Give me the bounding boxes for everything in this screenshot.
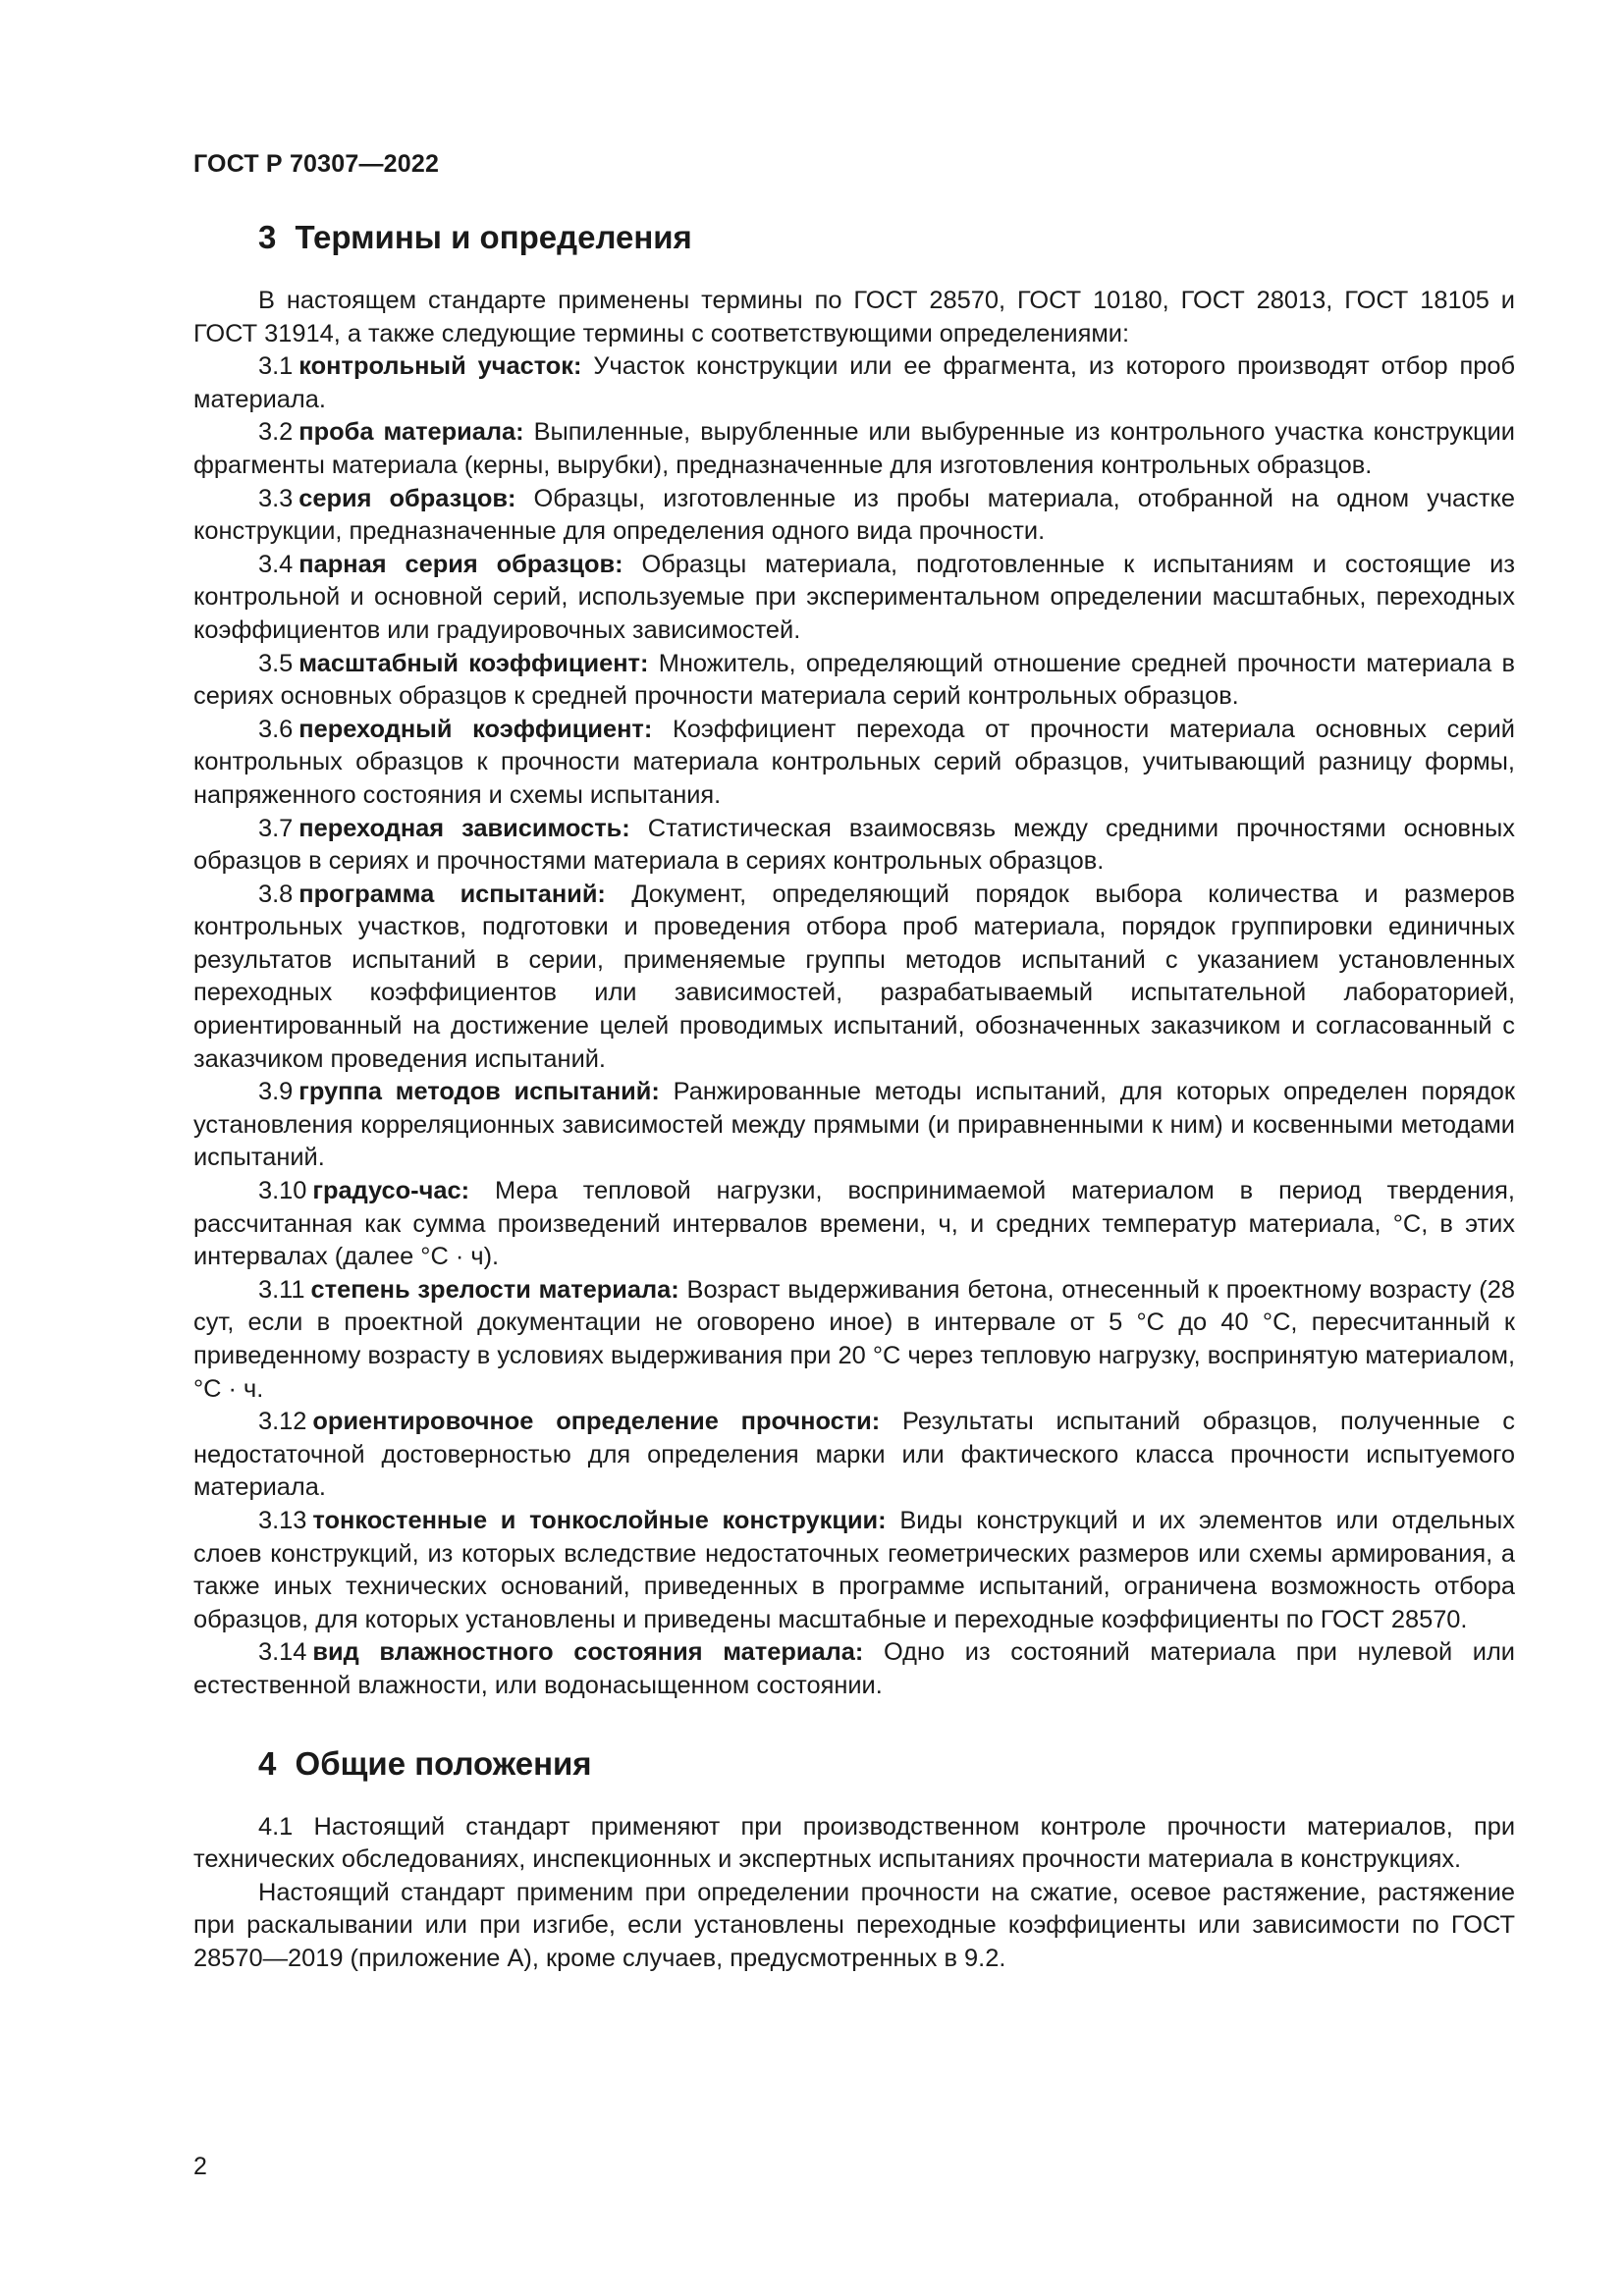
term-3-2: 3.2 проба материала: Выпиленные, вырубленные или выбуренные из контрольного участка конструкции фрагменты материала (керны, вырубки), предназначенные для изготовления контрольных образцов.: [193, 418, 1515, 479]
term-3-5: 3.5 масштабный коэффициент: Множитель, определяющий отношение средней прочности материала в сериях основных образцов к средней прочности материала серий контрольных образцов.: [193, 649, 1515, 711]
document-code-header: ГОСТ Р 70307—2022: [193, 150, 440, 178]
term-3-11: 3.11 степень зрелости материала: Возраст выдерживания бетона, отнесенный к проектному возрасту (28 сут, если в проектной документации не оговорено иное) в интервале от 5 °С до 40 °С, пересчитанный к приведенному возрасту в условиях выдерживания при 20 °С через тепловую нагрузку, воспринятую материалом, °С · ч.: [193, 1275, 1515, 1403]
section-4-paragraph-2: Настоящий стандарт применим при определении прочности на сжатие, осевое растяжение, растяжение при раскалывании или при изгибе, если установлены переходные коэффициенты или зависимости по ГОСТ 28570—2019 (приложение А), кроме случаев, предусмотренных в 9.2.: [193, 1878, 1515, 1972]
section-4-number: 4: [258, 1744, 277, 1782]
document-body: [193, 216, 1515, 1976]
section-4-paragraph-1: 4.1 Настоящий стандарт применяют при производственном контроле прочности материалов, при технических обследованиях, инспекционных и экспертных испытаниях прочности материала в конструкциях.: [193, 1812, 1515, 1874]
term-3-8: 3.8 программа испытаний: Документ, определяющий порядок выбора количества и размеров контрольных участков, подготовки и проведения отбора проб материала, порядок группировки единичных результатов испытаний в серии, применяемые группы методов испытаний с указанием установленных переходных коэффициентов или зависимостей, разрабатываемый испытательной лабораторией, ориентированный на достижение целей проводимых испытаний, обозначенных заказчиком и согласованный с заказчиком проведения испытаний.: [193, 880, 1515, 1073]
term-3-7: 3.7 переходная зависимость: Статистическая взаимосвязь между средними прочностями основных образцов в сериях и прочностями материала в сериях контрольных образцов.: [193, 814, 1515, 876]
term-3-13: 3.13 тонкостенные и тонкослойные конструкции: Виды конструкций и их элементов или отдельных слоев конструкций, из которых вследствие недостаточных геометрических размеров или схемы армирования, а также иных технических оснований, приведенных в программе испытаний, ограничена возможность отбора образцов, для которых установлены и приведены масштабные и переходные коэффициенты по ГОСТ 28570.: [193, 1506, 1515, 1633]
term-3-10: 3.10 градусо-час: Мера тепловой нагрузки, воспринимаемой материалом в период твердения, рассчитанная как сумма произведений интервалов времени, ч, и средних температур материала, °С, в этих интервалах (далее °С · ч).: [193, 1177, 1515, 1271]
section-4-heading: [258, 1742, 1515, 1786]
section-3-intro: В настоящем стандарте применены термины по ГОСТ 28570, ГОСТ 10180, ГОСТ 28013, ГОСТ 18105 и ГОСТ 31914, а также следующие термины с соответствующими определениями:: [193, 287, 1515, 347]
term-3-3: 3.3 серия образцов: Образцы, изготовленные из пробы материала, отобранной на одном участке конструкции, предназначенные для определения одного вида прочности.: [193, 484, 1516, 546]
term-3-4: 3.4 парная серия образцов: Образцы материала, подготовленные к испытаниям и состоящие из контрольной и основной серий, используемые при экспериментальном определении масштабных, переходных коэффициентов или градуировочных зависимостей.: [193, 550, 1515, 644]
section-3-heading: [258, 216, 1515, 259]
section-3-title: Термины и определения: [295, 219, 692, 255]
term-3-14: 3.14 вид влажностного состояния материала: Одно из состояний материала при нулевой или естественной влажности, или водонасыщенном состоянии.: [193, 1638, 1515, 1699]
term-3-1: 3.1 контрольный участок: Участок конструкции или ее фрагмента, из которого производят отбор проб материала.: [193, 352, 1515, 413]
section-3-number: 3: [258, 219, 277, 255]
term-3-6: 3.6 переходный коэффициент: Коэффициент перехода от прочности материала основных серий контрольных образцов к прочности материала контрольных серий образцов, учитывающий разницу формы, напряженного состояния и схемы испытания.: [193, 715, 1515, 809]
section-4-title: Общие положения: [295, 1744, 592, 1782]
page-number: 2: [193, 2153, 207, 2180]
term-3-12: 3.12 ориентировочное определение прочности: Результаты испытаний образцов, полученные с недостаточной достоверностью для определения марки или фактического класса прочности испытуемого материала.: [193, 1408, 1515, 1502]
term-3-9: 3.9 группа методов испытаний: Ранжированные методы испытаний, для которых определен порядок установления корреляционных зависимостей между прямыми (и приравненными к ним) и косвенными методами испытаний.: [193, 1078, 1515, 1172]
